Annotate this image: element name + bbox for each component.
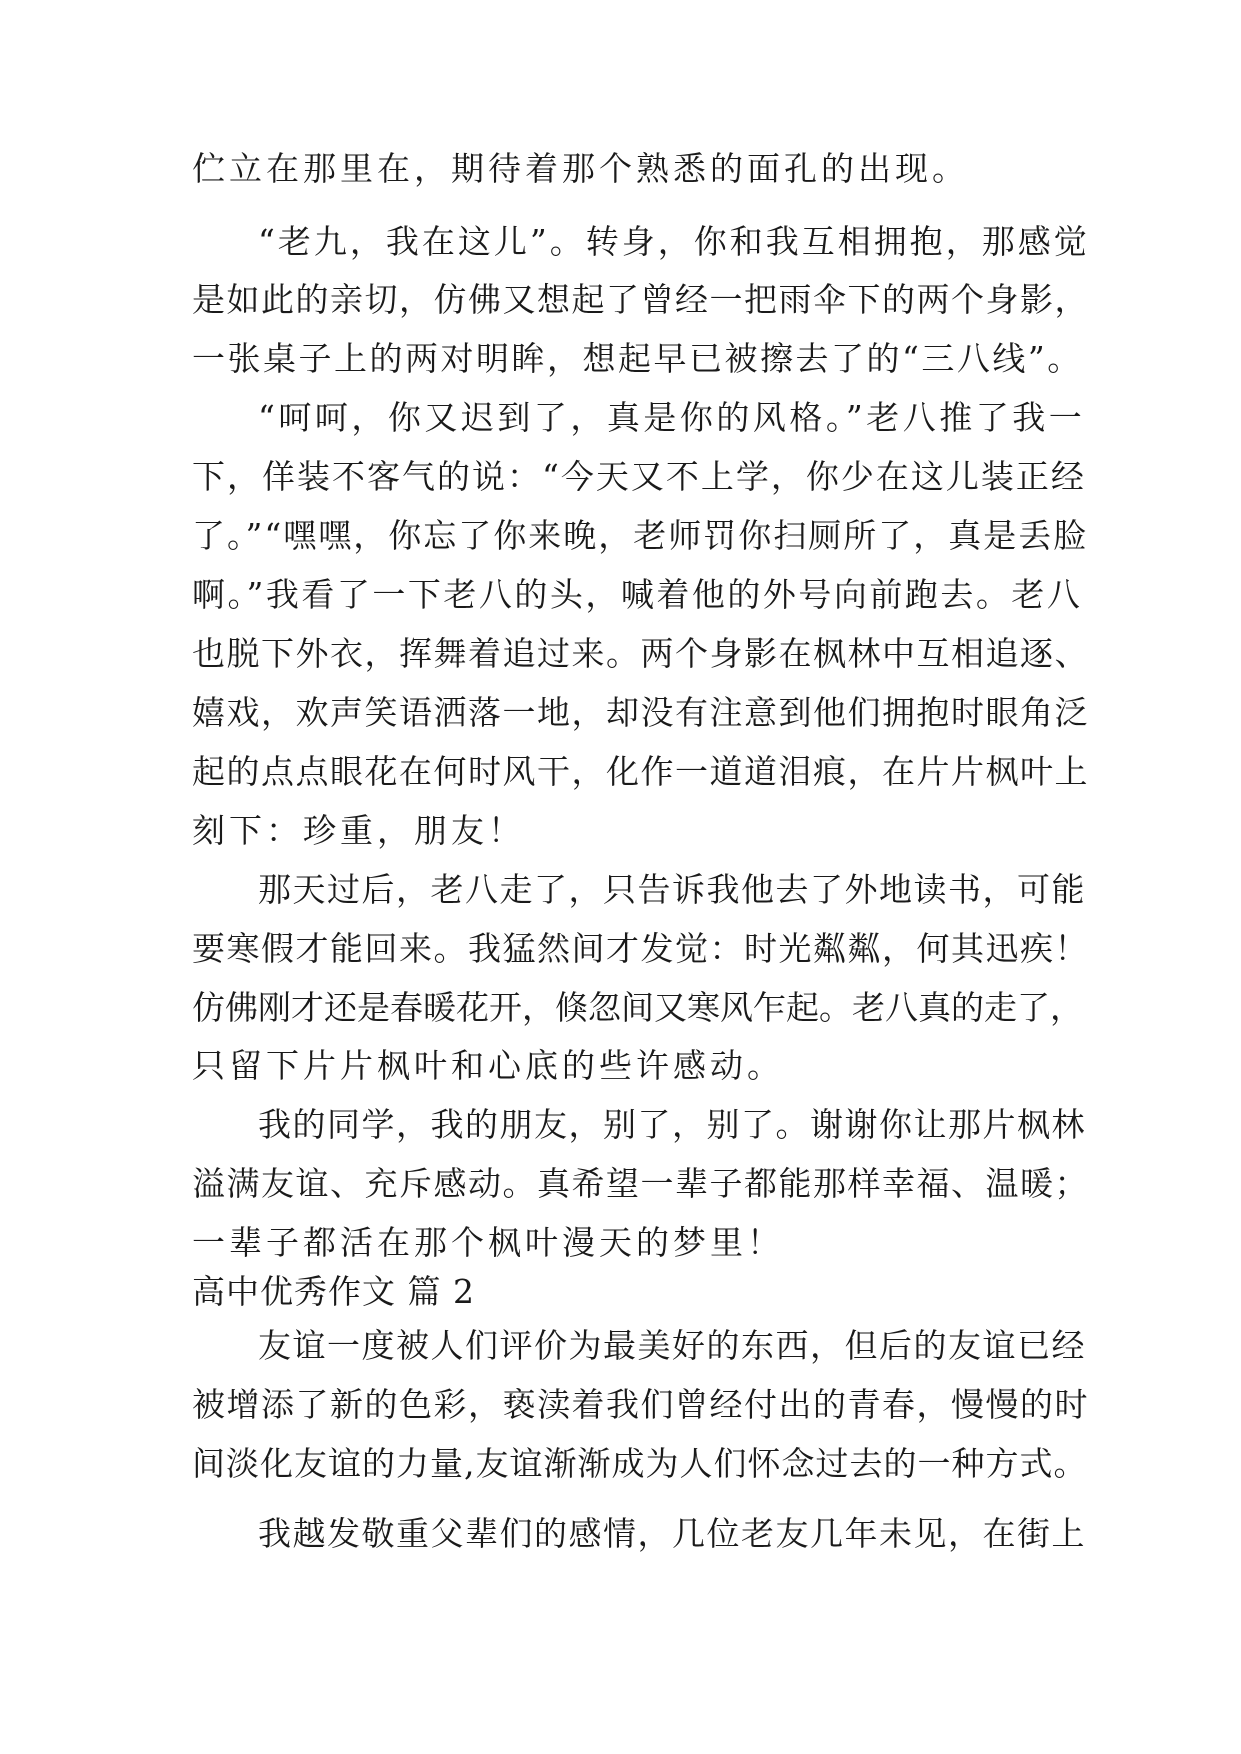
paragraph-line: 间淡化友谊的力量,友谊渐渐成为人们怀念过去的一种方式。 <box>192 1444 1088 1483</box>
paragraph-line: 起的点点眼花在何时风干，化作一道道泪痕，在片片枫叶上 <box>192 752 1089 791</box>
paragraph-line: 只留下片片枫叶和心底的些许感动。 <box>192 1046 784 1085</box>
paragraph-line: 友谊一度被人们评价为最美好的东西，但后的友谊已经 <box>258 1326 1086 1365</box>
paragraph-line: 刻下：珍重，朋友！ <box>192 811 525 850</box>
paragraph-line: “老九，我在这儿”。转身，你和我互相拥抱，那感觉 <box>258 222 1090 261</box>
paragraph-line: 伫立在那里在，期待着那个熟悉的面孔的出现。 <box>192 149 969 188</box>
paragraph-line: 被增添了新的色彩，亵渎着我们曾经付出的青春，慢慢的时 <box>192 1385 1089 1424</box>
paragraph-line: 了。”“嘿嘿，你忘了你来晚，老师罚你扫厕所了，真是丢脸 <box>192 516 1089 555</box>
paragraph-line: 一张桌子上的两对明眸，想起早已被擦去了的“三八线”。 <box>192 339 1083 378</box>
paragraph-line: 嬉戏，欢声笑语洒落一地，却没有注意到他们拥抱时眼角泛 <box>192 693 1089 732</box>
paragraph-line: 也脱下外衣，挥舞着追过来。两个身影在枫林中互相追逐、 <box>192 634 1089 673</box>
paragraph-line: 那天过后，老八走了，只告诉我他去了外地读书，可能 <box>258 870 1086 909</box>
paragraph-line: 仿佛刚才还是春暖花开，倏忽间又寒风乍起。老八真的走了， <box>192 988 1083 1027</box>
paragraph-line: “呵呵，你又迟到了，真是你的风格。”老八推了我一 <box>258 398 1086 437</box>
paragraph-line: 一辈子都活在那个枫叶漫天的梦里！ <box>192 1223 784 1262</box>
paragraph-line: 溢满友谊、充斥感动。真希望一辈子都能那样幸福、温暖； <box>192 1164 1089 1203</box>
paragraph-line: 我的同学，我的朋友，别了，别了。谢谢你让那片枫林 <box>258 1105 1086 1144</box>
section-heading: 高中优秀作文 篇 2 <box>192 1272 475 1311</box>
paragraph-line: 我越发敬重父辈们的感情，几位老友几年未见，在街上 <box>258 1514 1086 1553</box>
paragraph-line: 啊。”我看了一下老八的头，喊着他的外号向前跑去。老八 <box>192 575 1083 614</box>
paragraph-line: 要寒假才能回来。我猛然间才发觉：时光粼粼，何其迅疾！ <box>192 929 1089 968</box>
paragraph-line: 下，佯装不客气的说：“今天又不上学，你少在这儿装正经 <box>192 457 1086 496</box>
paragraph-line: 是如此的亲切，仿佛又想起了曾经一把雨伞下的两个身影， <box>192 280 1089 319</box>
